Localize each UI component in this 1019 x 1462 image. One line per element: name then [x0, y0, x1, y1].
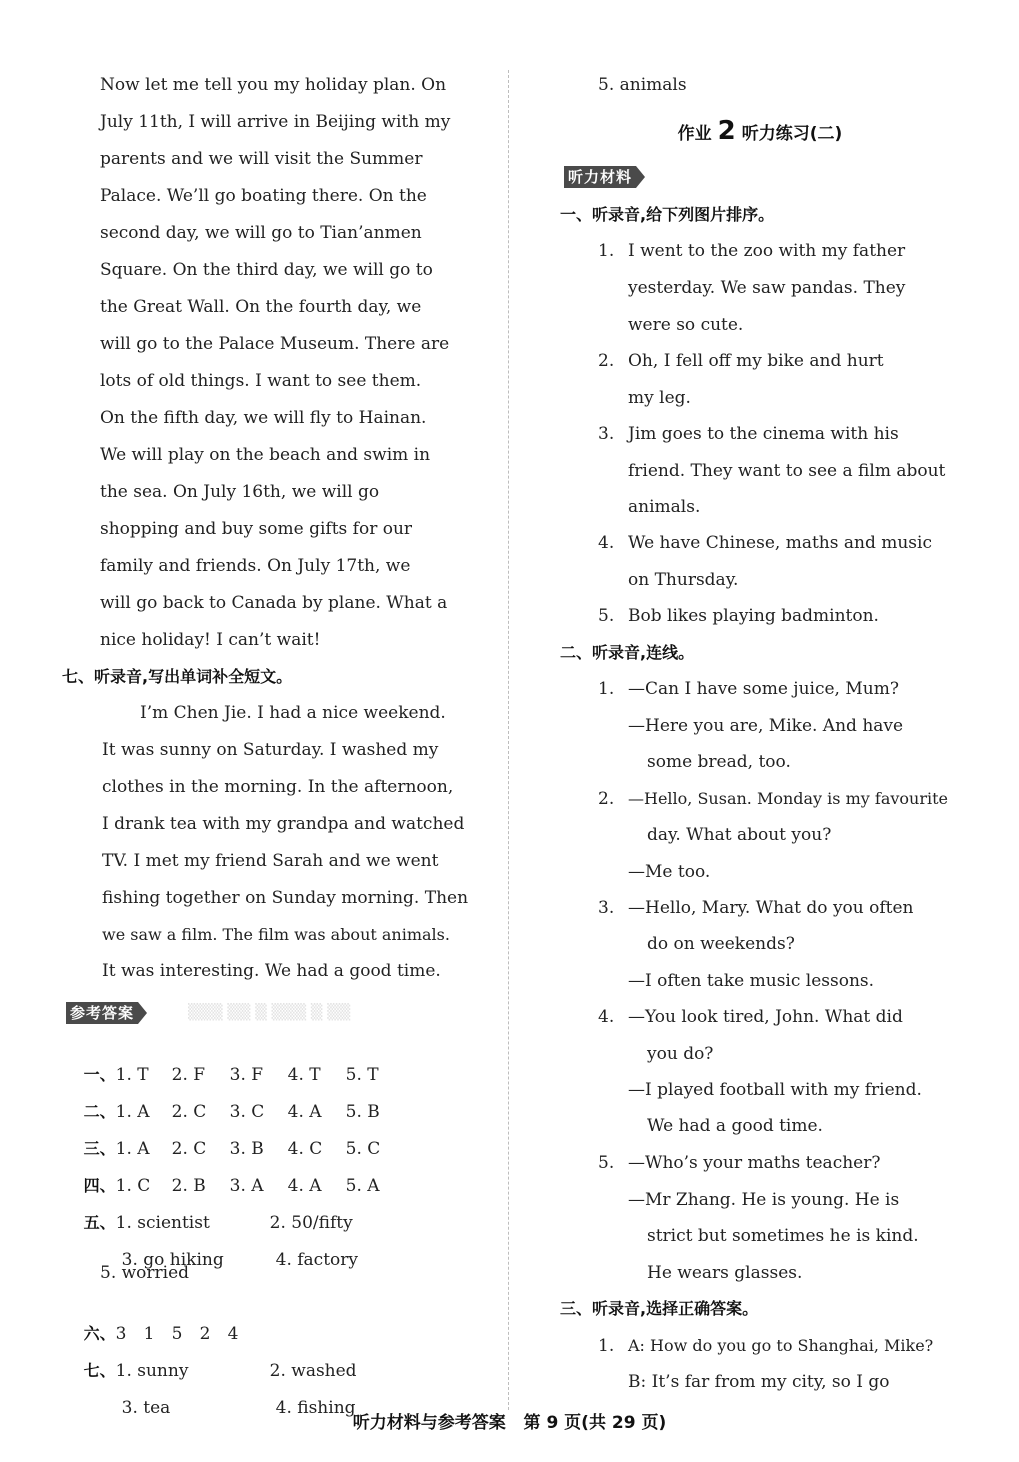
dialogue-line: —Hello, Susan. Monday is my favourite: [628, 789, 948, 808]
dialogue-line: some bread, too.: [647, 752, 791, 772]
transcript-line: friend. They want to see a film about: [628, 461, 946, 481]
passage-line: It was interesting. We had a good time.: [102, 961, 441, 981]
passage-line: Now let me tell you my holiday plan. On: [100, 75, 447, 95]
answer-row: 四、1. C 2. B 3. A 4. A 5. A: [83, 1176, 380, 1196]
dialogue-line: B: It’s far from my city, so I go: [628, 1372, 890, 1392]
section-three-heading: 三、听录音,选择正确答案。: [560, 1299, 759, 1318]
answer-row: 三、1. A 2. C 3. B 4. C 5. C: [83, 1139, 381, 1159]
dialogue-line: —Mr Zhang. He is young. He is: [628, 1190, 900, 1210]
item-number: 5.: [598, 1153, 615, 1173]
passage-line: family and friends. On July 17th, we: [100, 556, 411, 576]
passage-line: shopping and buy some gifts for our: [100, 519, 413, 539]
dialogue-line: —I often take music lessons.: [628, 971, 875, 991]
carry-over-answer: 5. animals: [598, 75, 687, 95]
passage-line: second day, we will go to Tian’anmen: [100, 223, 422, 243]
passage-line: nice holiday! I can’t wait!: [100, 630, 321, 650]
transcript-line: my leg.: [628, 388, 691, 408]
transcript-line: animals.: [628, 497, 701, 517]
answer-row: 七、1. sunny 2. washed: [83, 1361, 357, 1381]
passage-line: the Great Wall. On the fourth day, we: [100, 297, 422, 317]
answer-row: 3. go hiking 4. factory: [121, 1250, 358, 1270]
page-footer: 听力材料与参考答案 第 9 页(共 29 页): [352, 1413, 667, 1433]
item-number: 2.: [598, 351, 615, 371]
answer-row: 一、1. T 2. F 3. F 4. T 5. T: [83, 1065, 379, 1085]
transcript-line: Oh, I fell off my bike and hurt: [628, 351, 884, 371]
transcript-line: were so cute.: [628, 315, 744, 335]
answer-row: 六、3 1 5 2 4: [83, 1324, 239, 1344]
transcript-line: on Thursday.: [628, 570, 739, 590]
passage-line: I’m Chen Jie. I had a nice weekend.: [140, 703, 446, 723]
dialogue-line: you do?: [647, 1044, 714, 1064]
item-number: 4.: [598, 533, 615, 553]
answers-tag: 参考答案: [66, 1002, 138, 1024]
dialogue-line: do on weekends?: [647, 934, 795, 954]
passage-line: lots of old things. I want to see them.: [100, 371, 422, 391]
dialogue-line: —You look tired, John. What did: [628, 1007, 903, 1027]
answer-row: 3. tea 4. fishing: [121, 1398, 356, 1418]
bleed-through-smudge: ▒▒▒ ▒▒ ▒ ▒▒▒ ▒ ▒▒: [188, 1003, 351, 1021]
passage-line: parents and we will visit the Summer: [100, 149, 423, 169]
item-number: 1.: [598, 241, 615, 261]
section-seven-heading: 七、听录音,写出单词补全短文。: [62, 667, 293, 686]
section-two-heading: 二、听录音,连线。: [560, 643, 695, 662]
dialogue-line: —Hello, Mary. What do you often: [628, 898, 914, 918]
item-number: 5.: [598, 606, 615, 626]
dialogue-line: —Can I have some juice, Mum?: [628, 679, 899, 699]
item-number: 3.: [598, 898, 615, 918]
dialogue-line: We had a good time.: [647, 1116, 823, 1136]
passage-line: We will play on the beach and swim in: [100, 445, 431, 465]
answer-row: 五、1. scientist 2. 50/fifty: [83, 1213, 353, 1233]
item-number: 3.: [598, 424, 615, 444]
dialogue-line: A: How do you go to Shanghai, Mike?: [628, 1336, 934, 1355]
passage-line: On the fifth day, we will fly to Hainan.: [100, 408, 427, 428]
item-number: 1.: [598, 1336, 615, 1356]
passage-line: fishing together on Sunday morning. Then: [102, 888, 469, 908]
passage-line: July 11th, I will arrive in Beijing with my: [100, 112, 451, 132]
dialogue-line: —Who’s your maths teacher?: [628, 1153, 881, 1173]
dialogue-line: He wears glasses.: [647, 1263, 803, 1283]
dialogue-line: —Here you are, Mike. And have: [628, 716, 904, 736]
column-divider: [508, 70, 509, 1410]
dialogue-line: —Me too.: [628, 862, 711, 882]
dialogue-line: strict but sometimes he is kind.: [647, 1226, 919, 1246]
item-number: 4.: [598, 1007, 615, 1027]
passage-line: we saw a film. The film was about animals.: [102, 925, 450, 944]
passage-line: clothes in the morning. In the afternoon,: [102, 777, 454, 797]
homework-title: 作业 2 听力练习(二): [677, 116, 843, 146]
transcript-line: I went to the zoo with my father: [628, 241, 906, 261]
materials-tag: 听力材料: [564, 166, 636, 188]
transcript-line: We have Chinese, maths and music: [628, 533, 932, 553]
passage-line: the sea. On July 16th, we will go: [100, 482, 380, 502]
dialogue-line: day. What about you?: [647, 825, 832, 845]
item-number: 2.: [598, 789, 615, 809]
passage-line: I drank tea with my grandpa and watched: [102, 814, 465, 834]
item-number: 1.: [598, 679, 615, 699]
section-one-heading: 一、听录音,给下列图片排序。: [560, 205, 775, 224]
passage-line: TV. I met my friend Sarah and we went: [102, 851, 439, 871]
passage-line: It was sunny on Saturday. I washed my: [102, 740, 439, 760]
passage-line: Palace. We’ll go boating there. On the: [100, 186, 427, 206]
answer-row: 二、1. A 2. C 3. C 4. A 5. B: [83, 1102, 380, 1122]
transcript-line: Jim goes to the cinema with his: [628, 424, 899, 444]
passage-line: will go back to Canada by plane. What a: [100, 593, 448, 613]
passage-line: will go to the Palace Museum. There are: [100, 334, 450, 354]
dialogue-line: —I played football with my friend.: [628, 1080, 922, 1100]
passage-line: Square. On the third day, we will go to: [100, 260, 433, 280]
transcript-line: yesterday. We saw pandas. They: [628, 278, 906, 298]
transcript-line: Bob likes playing badminton.: [628, 606, 879, 626]
answer-row: 5. worried: [100, 1263, 190, 1283]
